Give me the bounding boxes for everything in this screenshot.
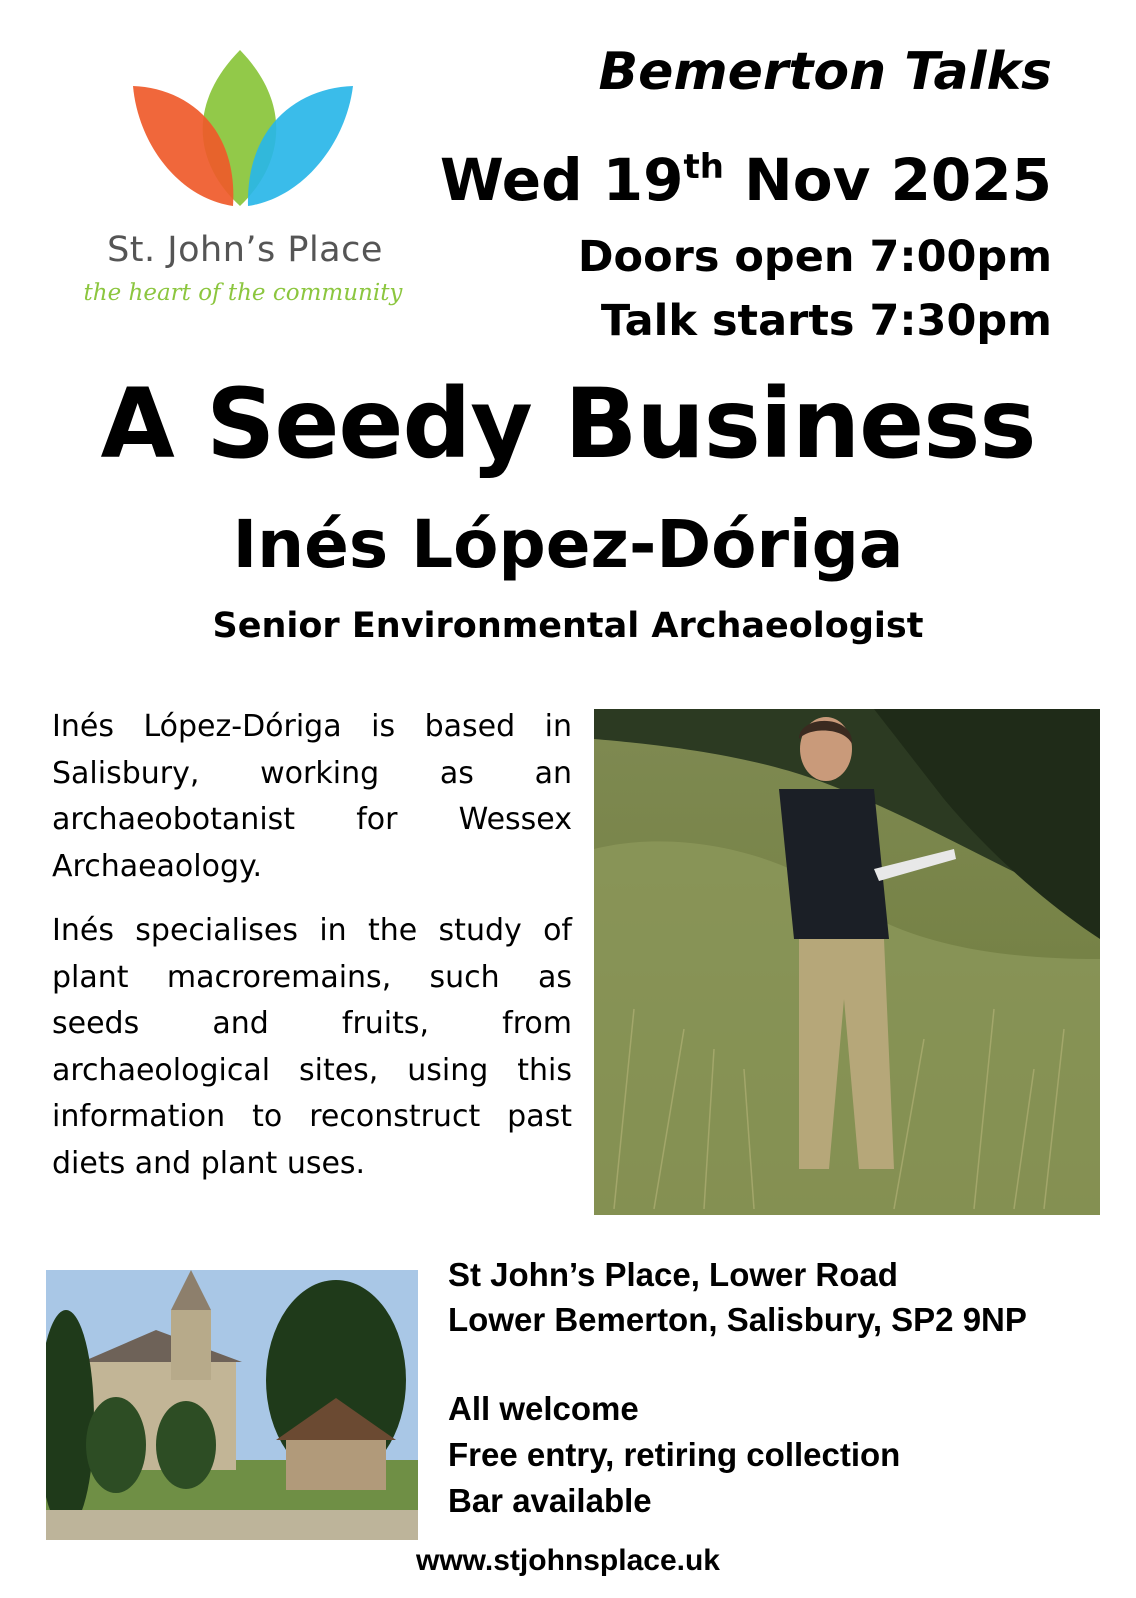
speaker-photo bbox=[594, 709, 1100, 1215]
series-title: Bemerton Talks bbox=[598, 42, 1052, 102]
talk-start-time: Talk starts 7:30pm bbox=[600, 296, 1052, 346]
speaker-name: Inés López-Dóriga bbox=[232, 506, 904, 583]
doors-open-time: Doors open 7:00pm bbox=[577, 232, 1052, 282]
date-day: Wed 19 bbox=[439, 146, 684, 214]
date-rest: Nov 2025 bbox=[723, 146, 1052, 214]
bio-paragraph: Inés specialises in the study of plant macroremains, such as seeds and fruits, from archaeological sites, using this information to reconstruct past diets and plant uses. bbox=[52, 913, 572, 1181]
speaker-role: Senior Environmental Archaeologist bbox=[212, 606, 924, 646]
logo-name: St. John’s Place bbox=[107, 230, 383, 270]
logo bbox=[68, 48, 418, 333]
speaker-bio bbox=[52, 704, 572, 1205]
logo-tagline: the heart of the community bbox=[83, 280, 403, 306]
talk-title: A Seedy Business bbox=[100, 368, 1036, 480]
website-link[interactable]: www.stjohnsplace.uk bbox=[416, 1544, 720, 1577]
info-line: Free entry, retiring collection bbox=[448, 1436, 901, 1473]
event-date bbox=[440, 146, 1052, 214]
lotus-logo-icon bbox=[128, 48, 358, 213]
venue-line: Lower Bemerton, Salisbury, SP2 9NP bbox=[448, 1301, 1027, 1338]
bio-paragraph: Inés López-Dóriga is based in Salisbury, working as an archaeobotanist for Wessex Archaeaology. bbox=[52, 709, 572, 884]
venue-address bbox=[448, 1252, 1027, 1342]
info-line: All welcome bbox=[448, 1390, 639, 1427]
event-info bbox=[448, 1386, 900, 1524]
venue-line: St John’s Place, Lower Road bbox=[448, 1256, 898, 1293]
date-suffix: th bbox=[683, 147, 724, 187]
info-line: Bar available bbox=[448, 1482, 652, 1519]
church-photo bbox=[46, 1270, 418, 1540]
